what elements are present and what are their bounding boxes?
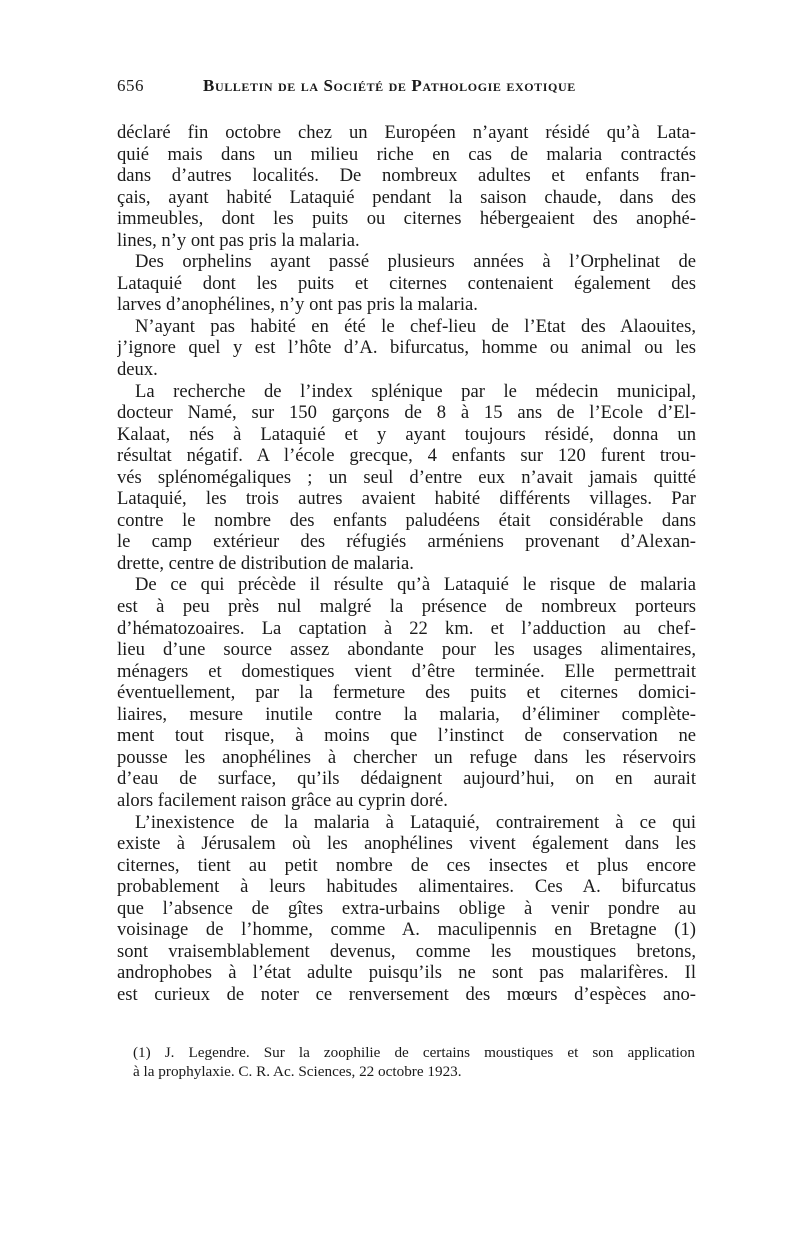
body-line: Des orphelins ayant passé plusieurs années à l’Orphelinat de: [135, 251, 696, 273]
body-line: alors facilement raison grâce au cyprin doré.: [117, 789, 448, 811]
body-line: vés splénomégaliques ; un seul d’entre eux n’avait jamais quitté: [117, 466, 696, 488]
body-line: ment tout risque, à moins que l’instinct de conservation ne: [117, 725, 696, 747]
body-line: éventuellement, par la fermeture des puits et citernes domici-: [117, 682, 696, 704]
body-line: Lataquié dont les puits et citernes contenaient également des: [117, 272, 696, 294]
body-line: larves d’anophélines, n’y ont pas pris la malaria.: [117, 294, 478, 316]
page-number: 656: [117, 76, 144, 95]
body-line: ménagers et domestiques vient d’être terminée. Elle permettrait: [117, 660, 696, 682]
body-line: contre le nombre des enfants paludéens était considérable dans: [117, 509, 696, 531]
body-line: sont vraisemblablement devenus, comme les moustiques bretons,: [117, 940, 696, 962]
body-line: dans d’autres localités. De nombreux adultes et enfants fran-: [117, 165, 696, 187]
body-line: citernes, tient au petit nombre de ces insectes et plus encore: [117, 854, 696, 876]
body-line: docteur Namé, sur 150 garçons de 8 à 15 ans de l’Ecole d’El-: [117, 402, 696, 424]
body-line: voisinage de l’homme, comme A. maculipennis en Bretagne (1): [117, 919, 696, 941]
body-line: le camp extérieur des réfugiés arméniens provenant d’Alexan-: [117, 531, 696, 553]
body-line: d’hématozoaires. La captation à 22 km. et l’adduction au chef-: [117, 617, 696, 639]
body-line: Kalaat, nés à Lataquié et y ayant toujours résidé, donna un: [117, 423, 696, 445]
body-line: N’ayant pas habité en été le chef-lieu de l’Etat des Alaouites,: [135, 315, 696, 337]
body-line: Lataquié, les trois autres avaient habité différents villages. Par: [117, 488, 696, 510]
body-line: De ce qui précède il résulte qu’à Lataquié le risque de malaria: [135, 574, 696, 596]
body-line: que l’absence de gîtes extra-urbains oblige à venir pondre au: [117, 897, 696, 919]
footnote-line: (1) J. Legendre. Sur la zoophilie de certains moustiques et son application: [133, 1044, 695, 1061]
body-line: deux.: [117, 359, 158, 381]
body-line: quié mais dans un milieu riche en cas de malaria contractés: [117, 143, 696, 165]
body-line: lines, n’y ont pas pris la malaria.: [117, 229, 360, 251]
body-line: La recherche de l’index splénique par le médecin municipal,: [135, 380, 696, 402]
body-line: est à peu près nul malgré la présence de nombreux porteurs: [117, 596, 696, 618]
body-line: lieu d’une source assez abondante pour les usages alimentaires,: [117, 639, 696, 661]
body-line: L’inexistence de la malaria à Lataquié, contrairement à ce qui: [135, 811, 696, 833]
body-line: est curieux de noter ce renversement des mœurs d’espèces ano-: [117, 983, 696, 1005]
body-line: probablement à leurs habitudes alimentaires. Ces A. bifurcatus: [117, 876, 696, 898]
body-line: d’eau de surface, qu’ils dédaignent aujourd’hui, on en aurait: [117, 768, 696, 790]
body-line: pousse les anophélines à chercher un refuge dans les réservoirs: [117, 746, 696, 768]
running-head: Bulletin de la Société de Pathologie exotique: [203, 76, 576, 95]
body-line: immeubles, dont les puits ou citernes hébergeaient des anophé-: [117, 208, 696, 230]
body-line: résultat négatif. A l’école grecque, 4 enfants sur 120 furent trou-: [117, 445, 696, 467]
body-line: liaires, mesure inutile contre la malaria, d’éliminer complète-: [117, 703, 696, 725]
footnote-line: à la prophylaxie. C. R. Ac. Sciences, 22 octobre 1923.: [133, 1063, 462, 1080]
footnotes: [133, 1043, 695, 1081]
body-line: existe à Jérusalem où les anophélines vivent également dans les: [117, 833, 696, 855]
page-header: [117, 76, 717, 100]
body-line: j’ignore quel y est l’hôte d’A. bifurcatus, homme ou animal ou les: [117, 337, 696, 359]
body-line: androphobes à l’état adulte puisqu’ils ne sont pas malarifères. Il: [117, 962, 696, 984]
body-line: drette, centre de distribution de malaria.: [117, 552, 414, 574]
body-text: [117, 122, 696, 1005]
body-line: çais, ayant habité Lataquié pendant la saison chaude, dans des: [117, 186, 696, 208]
body-line: déclaré fin octobre chez un Européen n’ayant résidé qu’à Lata-: [117, 122, 696, 143]
